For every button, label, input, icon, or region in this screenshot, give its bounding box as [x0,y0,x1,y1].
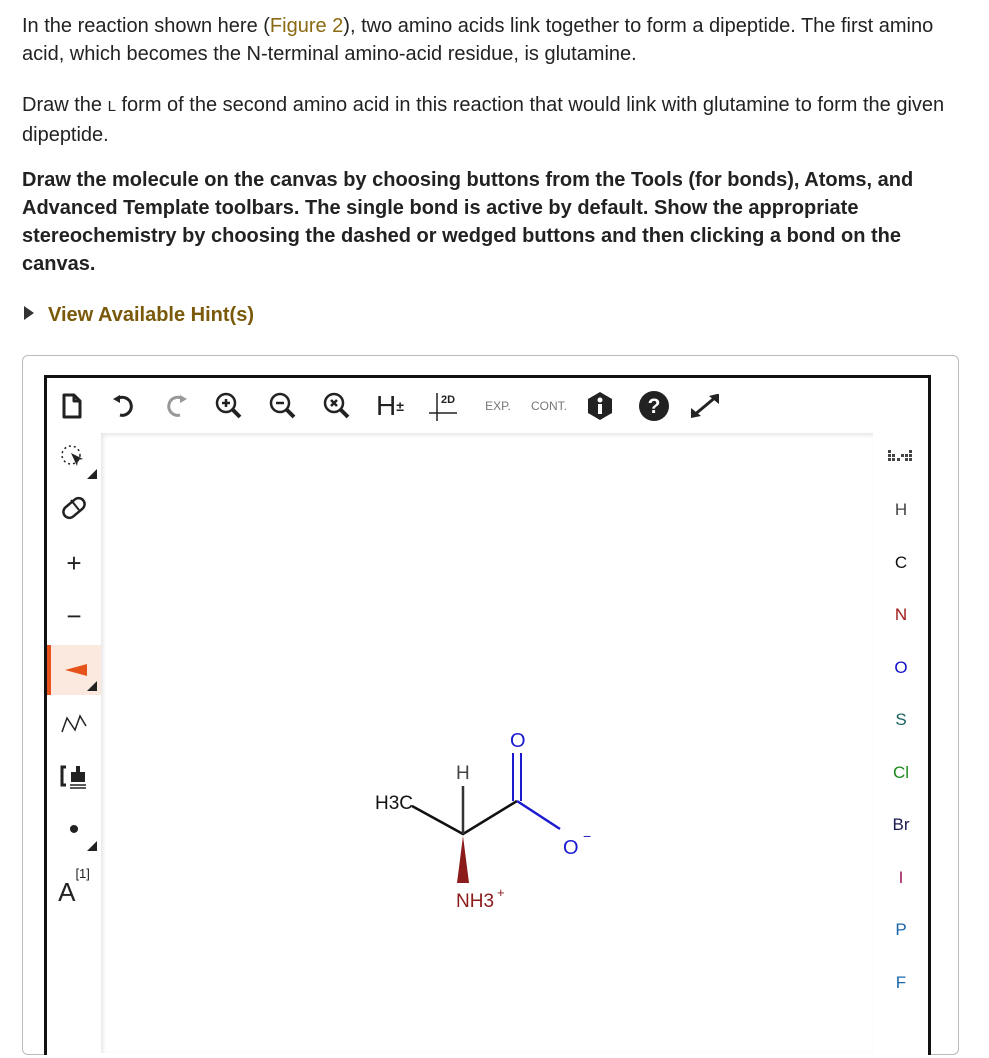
atom-button-n[interactable]: N [894,605,908,624]
h-label: H [376,390,397,421]
hint-label: View Available Hint(s) [48,304,254,326]
new-document-button[interactable] [57,388,87,424]
svg-text:?: ? [647,395,661,418]
periodic-table-icon [888,450,914,464]
lasso-select-tool[interactable] [47,433,101,483]
contract-button[interactable] [527,388,571,424]
dot-icon: • [68,813,80,846]
eraser-tool[interactable] [47,483,101,533]
contract-label: CONT. [531,399,567,413]
new-document-icon [61,392,83,420]
fullscreen-icon [687,390,723,422]
molecule-drawing [101,433,873,1053]
plus-icon: + [66,547,82,578]
expand-button[interactable] [475,388,521,424]
atom-button-f[interactable]: F [895,972,907,992]
fullscreen-button[interactable] [685,388,725,424]
minus-icon: − [66,600,82,631]
radical-tool[interactable] [47,805,101,855]
wedge-bond-icon [61,662,91,678]
caret-right-icon [24,306,34,320]
amine-label: NH3 [456,891,495,912]
atom-button-h[interactable]: H [894,500,908,519]
atom-button-c[interactable]: C [894,552,908,572]
chain-icon [59,712,89,734]
lasso-icon [59,443,89,473]
atom-button-o[interactable]: O [894,657,908,677]
negative-charge: − [583,828,592,844]
zoom-reset-icon [321,390,353,422]
top-toolbar [47,378,928,433]
carbon-bonds [412,801,517,834]
clean-2d-button[interactable] [425,388,465,424]
intro-text: In the reaction shown here (Figure 2), two amino acids link together to form a dipeptide. The first amino acid, which becomes the N-terminal amino-acid residue, is glutamine. [22,15,934,65]
carbonyl-oxygen: O [510,730,526,752]
molecule-editor [44,375,931,1055]
double-bond [513,753,521,801]
instructions-text: Draw the molecule on the canvas by choosing buttons from the Tools (for bonds), Atoms, and Advanced Template toolbars. The single bond is active by default. Show the appropriate stereochemistry by choosing the dashed or wedged buttons and then clicking a bond on the canvas. [22,169,914,275]
zoom-out-button[interactable] [265,388,301,424]
bond-tool[interactable] [47,645,101,695]
help-button[interactable] [637,388,671,424]
template-tool[interactable] [47,751,101,801]
help-icon [638,390,670,422]
eraser-icon [59,493,89,523]
toggle-hydrogens-button[interactable] [369,388,411,424]
single-bond-o [517,801,560,829]
atom-button-i[interactable]: I [898,867,904,887]
info-icon [587,391,613,421]
svg-text:2D: 2D [441,394,456,406]
tools-toolbar [47,433,101,1053]
zoom-in-icon [213,390,245,422]
plus-minus-icon: ± [396,398,404,414]
clean-2d-icon [427,389,463,423]
wedge-bond [457,836,469,883]
atom-button-p[interactable]: P [895,920,907,939]
text-tool-label: A [58,877,76,907]
template-icon [59,762,89,790]
chain-tool[interactable] [47,698,101,748]
redo-icon [163,393,189,419]
atom-button-cl[interactable]: Cl [892,762,910,782]
view-hints-toggle[interactable] [24,304,254,327]
zoom-in-button[interactable] [211,388,247,424]
charge-plus-tool[interactable] [47,538,101,588]
text-tool[interactable] [47,858,101,908]
expand-label: EXP. [485,399,511,413]
undo-button[interactable] [109,388,139,424]
undo-icon [111,393,137,419]
zoom-out-icon [267,390,299,422]
carboxylate-oxygen: O [563,837,579,859]
redo-button[interactable] [161,388,191,424]
methyl-label: H3C [375,793,414,814]
figure-link[interactable]: Figure 2 [269,15,344,37]
question-text: Draw the L form of the second amino acid in this reaction that would link with glutamine to form the given dipeptide. [22,94,945,146]
atom-button-s[interactable]: S [895,710,907,729]
drawing-canvas[interactable] [101,433,873,1053]
text-tool-sup: [1] [75,866,90,881]
atom-button-br[interactable]: Br [892,815,910,834]
periodic-table-button[interactable] [873,449,929,469]
charge-minus-tool[interactable] [47,591,101,641]
info-button[interactable] [585,388,615,424]
h-label: H [456,763,470,784]
atoms-toolbar [873,433,929,1053]
positive-charge: + [497,885,505,900]
zoom-reset-button[interactable] [319,388,355,424]
